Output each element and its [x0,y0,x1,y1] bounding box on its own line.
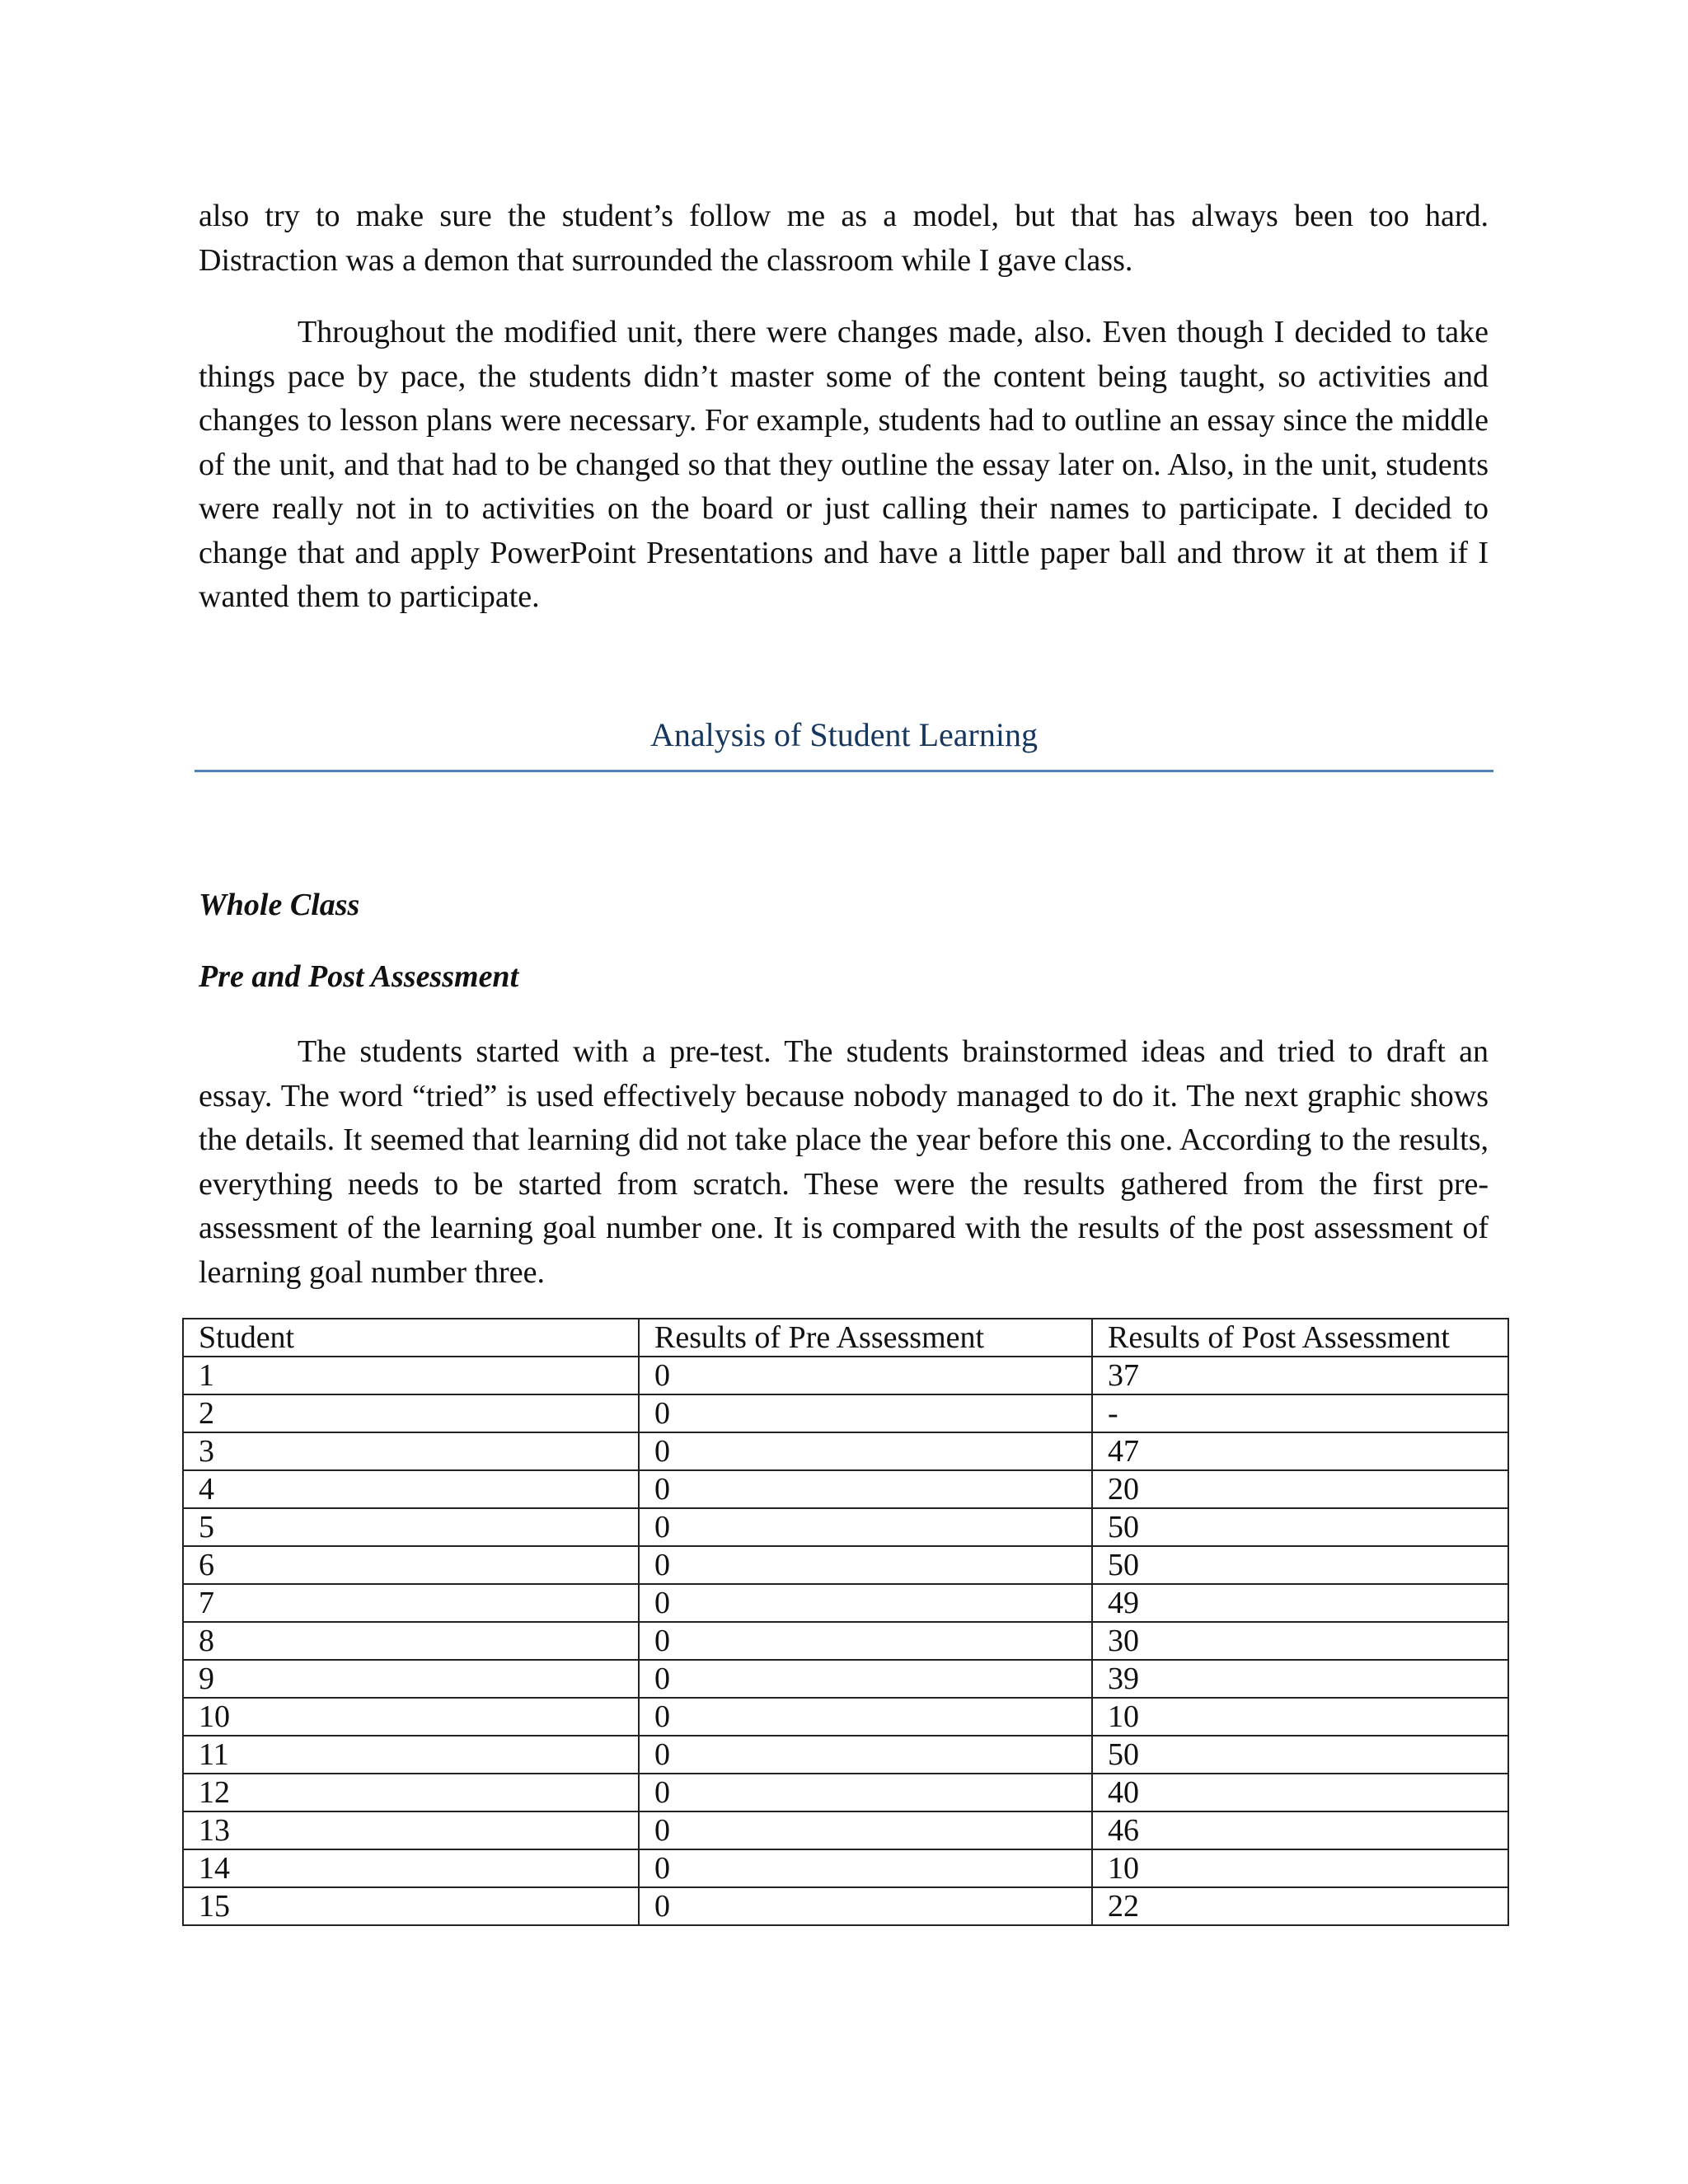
cell-pre: 0 [639,1432,1092,1470]
cell-student: 4 [183,1470,639,1508]
cell-pre: 0 [639,1394,1092,1432]
table-row [183,1470,1508,1508]
table-row [183,1774,1508,1811]
cell-student: 9 [183,1660,639,1698]
cell-student: 12 [183,1774,639,1811]
cell-pre: 0 [639,1546,1092,1584]
cell-post: 46 [1092,1811,1508,1849]
cell-pre: 0 [639,1508,1092,1546]
subheading-whole-class: Whole Class [199,888,360,922]
cell-student: 3 [183,1432,639,1470]
subheading-pre-post-assessment: Pre and Post Assessment [199,959,519,994]
cell-student: 6 [183,1546,639,1584]
table-row [183,1736,1508,1774]
table-row [183,1394,1508,1432]
cell-student: 2 [183,1394,639,1432]
cell-post: 39 [1092,1660,1508,1698]
cell-pre: 0 [639,1622,1092,1660]
cell-post: 10 [1092,1849,1508,1887]
paragraph-modified-unit: Throughout the modified unit, there were changes made, also. Even though I decided to take things pace by pace, the students didn’t master some of the content being taught, so activities and changes to lesson plans were necessary. For example, students had to outline an essay since the middle of the unit, and that had to be changed so that they outline the essay later on. Also, in the unit, students were really not in to activities on the board or just calling their names to participate. I decided to change that and apply PowerPoint Presentations and have a little paper ball and throw it at them if I wanted them to participate. [199,315,1489,614]
cell-post: 22 [1092,1887,1508,1925]
table-row [183,1357,1508,1394]
cell-student: 11 [183,1736,639,1774]
table-row [183,1887,1508,1925]
header-post-assessment: Results of Post Assessment [1092,1319,1508,1357]
cell-pre: 0 [639,1887,1092,1925]
cell-post: 50 [1092,1546,1508,1584]
table-row [183,1811,1508,1849]
cell-pre: 0 [639,1357,1092,1394]
paragraph-continued: also try to make sure the student’s follow me as a model, but that has always been too hard. Distraction was a demon that surrounded the classroom while I gave class. [199,199,1489,278]
cell-post: 37 [1092,1357,1508,1394]
cell-pre: 0 [639,1774,1092,1811]
cell-student: 7 [183,1584,639,1622]
cell-post: 10 [1092,1698,1508,1736]
paragraph-pre-test: The students started with a pre-test. The students brainstormed ideas and tried to draft an essay. The word “tried” is used effectively because nobody managed to do it. The next graphic shows the details. It seemed that learning did not take place the year before this one. According to the results, everything needs to be started from scratch. These were the results gathered from the first pre-assessment of the learning goal number one. It is compared with the results of the post assessment of learning goal number three. [199,1034,1489,1290]
cell-post: 50 [1092,1736,1508,1774]
cell-post: 40 [1092,1774,1508,1811]
cell-post: 47 [1092,1432,1508,1470]
cell-post: - [1092,1394,1508,1432]
cell-pre: 0 [639,1660,1092,1698]
cell-student: 5 [183,1508,639,1546]
cell-post: 30 [1092,1622,1508,1660]
cell-pre: 0 [639,1736,1092,1774]
table-header-row [183,1319,1508,1357]
header-student: Student [183,1319,639,1357]
cell-post: 49 [1092,1584,1508,1622]
cell-post: 20 [1092,1470,1508,1508]
cell-student: 13 [183,1811,639,1849]
table-row [183,1546,1508,1584]
cell-pre: 0 [639,1811,1092,1849]
table-row [183,1432,1508,1470]
cell-student: 14 [183,1849,639,1887]
table-row [183,1698,1508,1736]
cell-student: 1 [183,1357,639,1394]
header-pre-assessment: Results of Pre Assessment [639,1319,1092,1357]
assessment-results-table [182,1318,1509,1926]
section-heading: Analysis of Student Learning [195,714,1493,772]
cell-post: 50 [1092,1508,1508,1546]
cell-pre: 0 [639,1698,1092,1736]
table-row [183,1584,1508,1622]
table-row [183,1508,1508,1546]
cell-pre: 0 [639,1470,1092,1508]
cell-pre: 0 [639,1584,1092,1622]
cell-student: 8 [183,1622,639,1660]
cell-student: 15 [183,1887,639,1925]
table-row [183,1660,1508,1698]
cell-student: 10 [183,1698,639,1736]
table-row [183,1622,1508,1660]
table-row [183,1849,1508,1887]
cell-pre: 0 [639,1849,1092,1887]
